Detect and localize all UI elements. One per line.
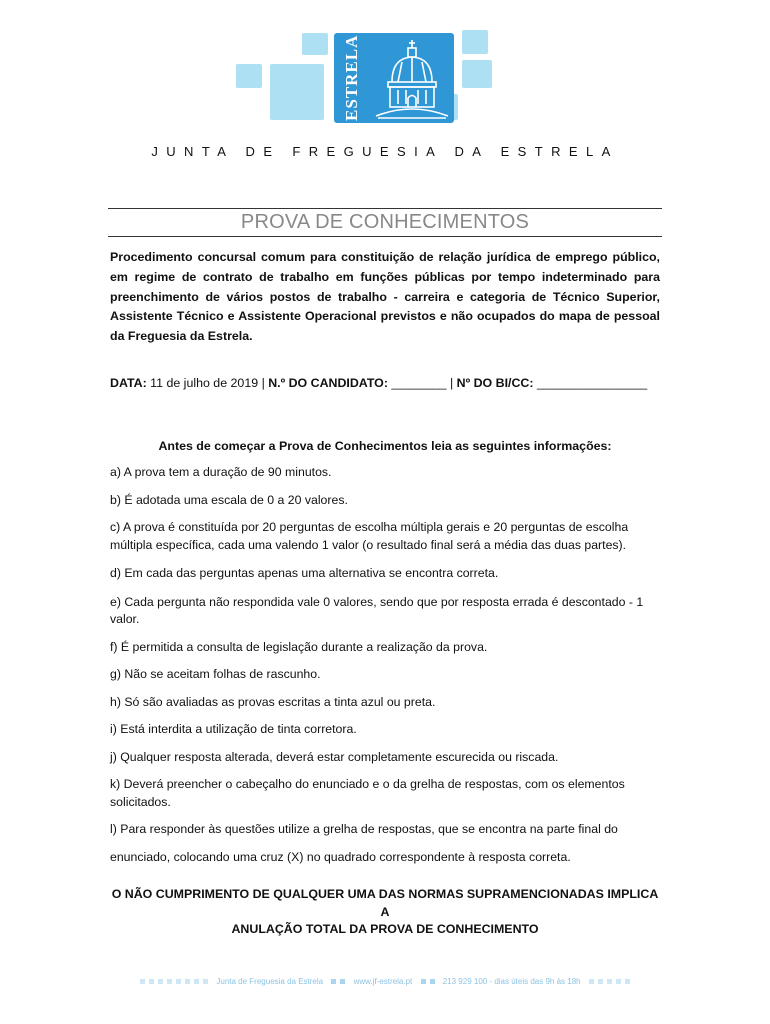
warning-line: O NÃO CUMPRIMENTO DE QUALQUER UMA DAS NORMAS SUPRAMENCIONADAS IMPLICA A [111, 887, 659, 919]
footer-dot [149, 979, 154, 984]
rule-item: h) Só são avaliadas as provas escritas a tinta azul ou preta. [110, 694, 436, 709]
page-footer [0, 977, 770, 986]
rules-list [110, 464, 666, 866]
footer-contact: 213 929 100 - dias úteis das 9h às 18h [442, 977, 581, 987]
footer-dot [140, 979, 145, 984]
organization-name: JUNTA DE FREGUESIA DA ESTRELA [151, 144, 619, 159]
rule-item: e) Cada pergunta não respondida vale 0 valores, sendo que por resposta errada é descontado - 1 valor. [110, 594, 644, 626]
logo [236, 30, 526, 130]
document-title: PROVA DE CONHECIMENTOS [240, 211, 530, 233]
rule-item: a) A prova tem a duração de 90 minutos. [110, 465, 332, 479]
footer-dot [340, 979, 345, 984]
rule-item: k) Deverá preencher o cabeçalho do enunciado e o da grelha de respostas, com os elementos solicitados. [110, 777, 625, 809]
instructions-heading: Antes de começar a Prova de Conhecimentos leia as seguintes informações: [158, 439, 612, 453]
exam-header-fields [110, 374, 670, 392]
warning-line: ANULAÇÃO TOTAL DA PROVA DE CONHECIMENTO [231, 922, 539, 936]
footer-org: Junta de Freguesia da Estrela [216, 977, 324, 987]
procedure-description: Procedimento concursal comum para constituição de relação jurídica de emprego público, em regime de contrato de trabalho em funções públicas por tempo indeterminado para preenchimento de vários postos de trabalho - carreira e categoria de Técnico Superior, Assistente Técnico e Assistente Operacional previstos e não ocupados do mapa de pessoal da Freguesia da Estrela. [110, 250, 660, 344]
candidate-number-label: N.º DO CANDIDATO: [268, 376, 388, 390]
candidate-number-blank[interactable]: ________ [391, 376, 447, 390]
logo-square [462, 60, 492, 88]
footer-dot [194, 979, 199, 984]
rule-item: j) Qualquer resposta alterada, deverá estar completamente escurecida ou riscada. [110, 749, 559, 764]
logo-text: ESTRELA [342, 34, 361, 122]
id-number-label: Nº DO BI/CC: [456, 376, 534, 390]
rule-item: enunciado, colocando uma cruz (X) no quadrado correspondente à resposta correta. [110, 849, 571, 864]
footer-dot [421, 979, 426, 984]
logo-square [302, 33, 328, 55]
rule-item: f) É permitida a consulta de legislação durante a realização da prova. [110, 639, 488, 654]
footer-dot [185, 979, 190, 984]
rule-item: b) É adotada uma escala de 0 a 20 valores. [110, 492, 348, 507]
footer-dot [203, 979, 208, 984]
title-divider-bottom [108, 236, 662, 237]
footer-dot [607, 979, 612, 984]
logo-square [236, 64, 262, 88]
rule-item: c) A prova é constituída por 20 perguntas de escolha múltipla gerais e 20 perguntas de escolha múltipla específica, cada uma valendo 1 valor (o resultado final será a média das duas partes). [110, 520, 629, 552]
field-separator: | [261, 376, 265, 390]
footer-dot [589, 979, 594, 984]
non-compliance-warning [108, 886, 662, 939]
rule-item: i) Está interdita a utilização de tinta corretora. [110, 722, 357, 736]
footer-dot [167, 979, 172, 984]
date-label: DATA: [110, 376, 147, 390]
basilica-dome-icon [374, 38, 450, 120]
rule-item: g) Não se aceitam folhas de rascunho. [110, 667, 321, 681]
footer-dot [625, 979, 630, 984]
footer-dot [616, 979, 621, 984]
date-value: 11 de julho de 2019 [150, 376, 259, 390]
rule-item: l) Para responder às questões utilize a grelha de respostas, que se encontra na parte final do [110, 822, 618, 836]
id-number-blank[interactable]: ________________ [536, 376, 648, 390]
title-divider-top [108, 208, 662, 209]
rule-item: d) Em cada das perguntas apenas uma alternativa se encontra correta. [110, 566, 499, 580]
footer-website: www.jf-estrela.pt [353, 977, 413, 987]
footer-dot [331, 979, 336, 984]
footer-dot [598, 979, 603, 984]
logo-square [462, 30, 488, 54]
footer-dot [430, 979, 435, 984]
footer-dot [176, 979, 181, 984]
footer-dot [158, 979, 163, 984]
field-separator: | [450, 376, 454, 390]
logo-square [270, 64, 324, 120]
